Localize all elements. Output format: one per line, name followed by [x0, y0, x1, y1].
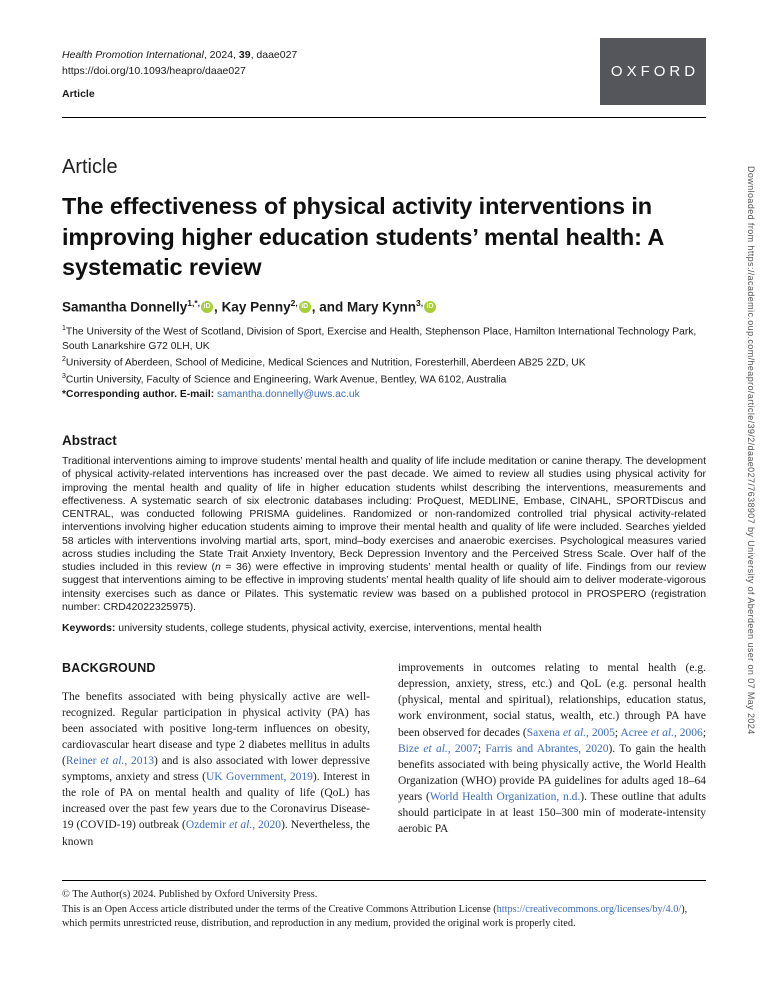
text-run: Samantha Donnelly [62, 299, 188, 315]
text-run: = 36) were effective in improving students’ mental health or quality of life. Findings from our review suggest that interventions aiming to be effective in improving students’ mental health quality of life should aim to deliver moderate-vigorous intensity exercises such as dance or Pilates. This systematic review was based on a published protocol in PROSPERO (registration number: CRD42022325975). [62, 562, 706, 613]
text-run: Mary Kynn [346, 299, 416, 315]
doi-link[interactable]: https://doi.org/10.1093/heapro/daae027 [62, 64, 246, 77]
abstract-heading: Abstract [62, 433, 117, 449]
text-run: , daae027 [250, 49, 298, 61]
text-run: 3 [62, 372, 66, 380]
corresponding-author-line [62, 388, 706, 403]
text-run: ; [614, 726, 621, 739]
text-run: ; [477, 742, 486, 755]
text-run: University of Aberdeen, School of Medicine, Medical Sciences and Nutrition, Foresterhill, Aberdeen AB25 2ZD, UK [65, 357, 586, 369]
article-title: The effectiveness of physical activity interventions in improving higher education students’ mental health: A systematic review [62, 193, 664, 281]
citation-link[interactable]: et al. [562, 726, 587, 739]
download-watermark: Downloaded from https://academic.oup.com/heapro/article/39/2/daae027/7638907 by University of Aberdeen user on 07 May 2024 [746, 166, 756, 735]
text-run: ), which permits unrestricted reuse, distribution, and reproduction in any medium, provided the original work is properly cited. [62, 904, 688, 930]
text-run: , and [311, 299, 347, 315]
text-run: n [214, 562, 221, 574]
text-run: ) and is also associated with lower depressive symptoms, anxiety and stress ( [62, 755, 370, 784]
article-section-label: Article [62, 156, 118, 178]
oxford-logo [600, 38, 706, 105]
copyright-line: © The Author(s) 2024. Published by Oxford University Press. [62, 889, 318, 900]
text-run: This is an Open Access article distributed under the terms of the Creative Commons Attribution License ( [62, 904, 497, 916]
citation-link[interactable]: et al. [100, 755, 125, 768]
affiliation-1 [62, 324, 706, 355]
citation-link[interactable]: Acree [620, 726, 651, 739]
abstract-text [62, 455, 706, 614]
text-run: ). To gain the health benefits associated with being physically active, the World Health Organization (WHO) provide PA guidelines for adults aged 18–64 years ( [398, 742, 706, 803]
text-run: 1,*, [187, 297, 201, 308]
text-run: 2 [62, 356, 66, 364]
citation-link[interactable]: , 2020 [252, 819, 282, 832]
citation-link[interactable]: et al. [650, 726, 674, 739]
text-run: 3, [415, 297, 424, 308]
affiliation-3 [62, 372, 706, 388]
right-column [398, 660, 706, 849]
text-run: 2, [290, 297, 298, 308]
text-run: Traditional interventions aiming to improve students’ mental health and quality of life include meditation or canine therapy. The development of physical activity-related interventions has increased over the past decade. We aimed to review all studies using physical activity for improving the mental health and quality of life in higher education students whilst describing the interventions, measurements and effectiveness. A systematic search of six electronic databases including: ProQuest, MEDLINE, Embase, CINAHL, SPORTDiscus and CENTRAL, was conducted following PRISMA guidelines. Randomized or non-randomized controlled trial physical activity-related interventions involving higher education students aiming to improve their mental health and quality of life were included. Searches yielded 58 articles with interventions involving martial arts, sport, mind–body exercises and anaerobic exercises. Psychological measures varied across studies including the State Trait Anxiety Inventory, Beck Depression Inventory and the Perceived Stress Scale. Over half of the studies included in this review ( [62, 456, 706, 574]
text-run: 39 [238, 49, 251, 61]
text-run: 1 [62, 325, 66, 333]
text-run: The benefits associated with being physically active are well-recognized. Regular participation in physical activity (PA) has been associated with positive long-term influences on obesity, cardiovascular heart disease and type 2 diabetes mellitus in adults ( [62, 690, 370, 768]
citation-link[interactable]: World Health Organization, n.d. [429, 790, 581, 803]
affiliation-2 [62, 355, 706, 371]
article-body [62, 660, 706, 849]
citation-link[interactable]: et al. [423, 742, 448, 755]
text-run: ). These outline that adults should participate in at least 150–300 min of moderate-intensity aerobic PA [398, 790, 707, 836]
affiliations [62, 324, 706, 403]
text-run: *Corresponding author. E-mail: [62, 389, 218, 401]
text-run: , [214, 299, 222, 315]
text-run: ; [702, 726, 707, 739]
orcid-icon[interactable]: iD [201, 301, 213, 313]
citation-link[interactable]: Saxena [526, 726, 563, 739]
abstract-section [62, 433, 706, 634]
text-run: , 2024, [203, 49, 239, 61]
text-run: Kay Penny [221, 299, 291, 315]
citation-link[interactable]: , 2006 [673, 726, 703, 739]
email-link[interactable]: samantha.donnelly@uws.ac.uk [217, 389, 360, 401]
page-header [62, 44, 706, 105]
citation-link[interactable]: Bize [398, 742, 424, 755]
citation-link[interactable]: , 2005 [586, 726, 615, 739]
text-run: improvements in outcomes relating to mental health (e.g. depression, anxiety, stress, etc.) and QoL (e.g. personal health (physical, mental and spiritual), relationships, education status, work environment, social status, wealth, etc.) through PA have been observed for decades ( [398, 662, 706, 739]
header-divider [62, 117, 706, 118]
journal-info [62, 44, 297, 102]
text-run: ). Interest in the role of PA on mental health and quality of life (QoL) has increased over the past few years due to the Coronavirus Disease-19 (COVID-19) outbreak ( [62, 771, 371, 832]
text-run: The University of the West of Scotland, Division of Sport, Exercise and Health, Stephenson Place, Hamilton International Technology Park, South Lanarkshire G72 0LH, UK [62, 326, 697, 353]
citation-link[interactable]: Reiner [65, 755, 101, 768]
orcid-icon[interactable]: iD [424, 301, 436, 313]
license-text [62, 903, 706, 931]
body-paragraph-right [398, 660, 706, 837]
article-type-label: Article [62, 87, 95, 100]
citation-link[interactable]: UK Government, 2019 [205, 771, 313, 784]
page-footer [62, 880, 706, 933]
journal-citation [62, 48, 297, 64]
orcid-icon[interactable]: iD [299, 301, 311, 313]
keywords-line [62, 623, 706, 634]
text-run: Keywords: [62, 623, 119, 635]
author-list [62, 298, 706, 315]
citation-link[interactable]: Ozdemir [185, 819, 230, 832]
license-link[interactable]: https://creativecommons.org/licenses/by/4.0/ [496, 904, 682, 916]
text-run: Health Promotion International [62, 49, 204, 61]
background-heading: BACKGROUND [62, 661, 156, 676]
text-run: ). Nevertheless, the known [62, 819, 371, 848]
oxford-logo-text: OXFORD [610, 63, 700, 80]
footer-divider [62, 880, 706, 881]
body-paragraph-left [62, 689, 370, 850]
text-run: Curtin University, Faculty of Science and Engineering, Wark Avenue, Bentley, WA 6102, Australia [65, 374, 507, 386]
citation-link[interactable]: , 2013 [124, 755, 155, 768]
citation-link[interactable]: Farris and Abrantes, 2020 [485, 742, 609, 755]
citation-link[interactable]: et al. [229, 819, 253, 832]
left-column [62, 660, 370, 849]
citation-link[interactable]: , 2007 [447, 742, 478, 755]
text-run: university students, college students, physical activity, exercise, interventions, mental health [118, 623, 542, 635]
